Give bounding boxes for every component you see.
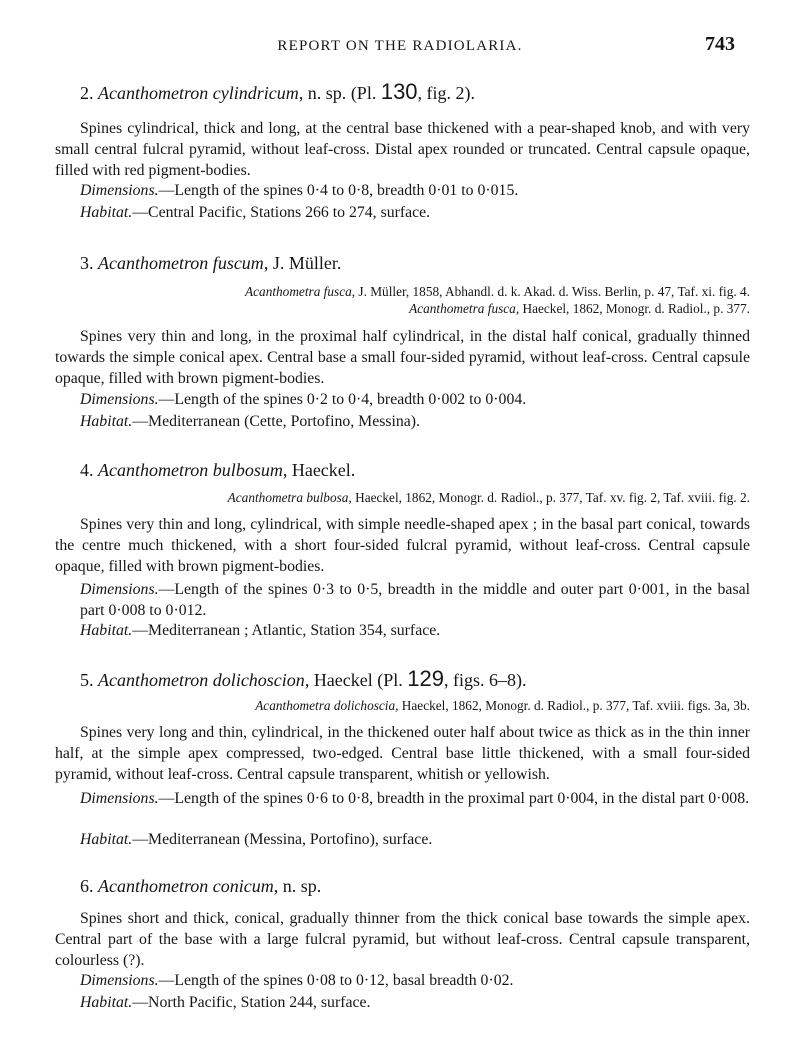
species-name: Acanthometron fuscum xyxy=(98,253,264,273)
dimensions-line xyxy=(80,972,750,990)
plate-ref-suffix: , figs. 6–8). xyxy=(444,670,527,690)
species-description: Spines short and thick, conical, gradually thinner from the thick conical base towards the simple apex. Central part of the base with a large fulcral pyramid, but without leaf-cross. Central capsule transparent, colourless (?). xyxy=(55,910,750,969)
dimensions-label: Dimensions. xyxy=(80,182,159,199)
species-author: , n. sp. xyxy=(298,83,347,103)
species-number: 3. xyxy=(80,253,94,273)
habitat-text: —North Pacific, Station 244, surface. xyxy=(132,994,371,1011)
plate-number: 129 xyxy=(407,666,445,691)
species-number: 4. xyxy=(80,460,94,480)
species-description: Spines very long and thin, cylindrical, in the thickened outer half about twice as thick as in the thin inner half, at the simple apex compressed, two-edged. Central base little thickened, with a small four-sided pyramid, without leaf-cross. Central capsule transparent, whitish or yellowish. xyxy=(55,724,750,783)
species-author: , Haeckel xyxy=(304,670,373,690)
synonym-line xyxy=(80,284,750,300)
dimensions-text: —Length of the spines 0·2 to 0·4, breadth 0·002 to 0·004. xyxy=(158,391,527,408)
dimensions-line xyxy=(80,391,750,409)
species-heading xyxy=(80,876,780,897)
synonym-ref: , Haeckel, 1862, Monogr. d. Radiol., p. 377. xyxy=(515,301,750,316)
species-heading xyxy=(80,666,780,692)
habitat-text: —Mediterranean ; Atlantic, Station 354, surface. xyxy=(132,622,441,639)
dimensions-label: Dimensions. xyxy=(80,391,159,408)
habitat-label: Habitat. xyxy=(80,622,133,639)
species-number: 6. xyxy=(80,876,94,896)
habitat-line xyxy=(80,622,750,640)
species-heading xyxy=(80,253,780,274)
species-name: Acanthometron conicum xyxy=(98,876,274,896)
species-name: Acanthometron dolichoscion xyxy=(98,670,305,690)
plate-number: 130 xyxy=(380,79,418,104)
species-description: Spines very thin and long, cylindrical, with simple needle-shaped apex ; in the basal part conical, towards the centre much thickened, with a short four-sided fulcral pyramid, without leaf-cross. Central capsule opaque, filled with brown pigment-bodies. xyxy=(55,516,750,575)
dimensions-line xyxy=(55,788,750,809)
dimensions-text: —Length of the spines 0·3 to 0·5, breadth in the middle and outer part 0·001, in the basal part 0·008 to 0·012. xyxy=(80,581,750,619)
species-heading xyxy=(80,460,780,481)
habitat-line xyxy=(80,413,750,431)
habitat-label: Habitat. xyxy=(80,994,133,1011)
dimensions-line xyxy=(55,579,750,621)
habitat-line xyxy=(80,994,750,1012)
habitat-text: —Mediterranean (Messina, Portofino), surface. xyxy=(132,831,433,848)
species-number: 5. xyxy=(80,670,94,690)
species-name: Acanthometron cylindricum xyxy=(98,83,299,103)
synonym-line xyxy=(80,698,750,714)
dimensions-text: —Length of the spines 0·08 to 0·12, basal breadth 0·02. xyxy=(158,972,514,989)
habitat-line xyxy=(80,204,750,222)
species-name: Acanthometron bulbosum xyxy=(98,460,283,480)
synonym-line xyxy=(80,301,750,317)
dimensions-label: Dimensions. xyxy=(80,581,159,598)
synonym-name: Acanthometra fusca xyxy=(409,301,516,316)
habitat-text: —Mediterranean (Cette, Portofino, Messina). xyxy=(132,413,421,430)
dimensions-label: Dimensions. xyxy=(80,790,159,807)
species-author: , n. sp. xyxy=(273,876,322,896)
plate-ref-suffix: , fig. 2). xyxy=(417,83,476,103)
species-author: , Haeckel. xyxy=(282,460,356,480)
synonym-ref: , Haeckel, 1862, Monogr. d. Radiol., p. 377, Taf. xv. fig. 2, Taf. xviii. fig. 2. xyxy=(348,490,750,505)
species-author: , J. Müller. xyxy=(263,253,342,273)
synonym-name: Acanthometra bulbosa xyxy=(227,490,349,505)
synonym-ref: , Haeckel, 1862, Monogr. d. Radiol., p. 377, Taf. xviii. figs. 3a, 3b. xyxy=(395,698,750,713)
dimensions-text: —Length of the spines 0·4 to 0·8, breadth 0·01 to 0·015. xyxy=(158,182,519,199)
species-description: Spines cylindrical, thick and long, at the central base thickened with a pear-shaped knob, and with very small central fulcral pyramid, without leaf-cross. Distal apex rounded or truncated. Central capsule opaque, filled with red pigment-bodies. xyxy=(55,120,750,179)
habitat-line xyxy=(80,831,750,849)
species-heading xyxy=(80,79,780,105)
species-description: Spines very thin and long, in the proximal half cylindrical, in the distal half conical, gradually thinned towards the simple conical apex. Central base a small four-sided pyramid, without leaf-cross. Central capsule opaque, filled with brown pigment-bodies. xyxy=(55,328,750,387)
page-number: 743 xyxy=(705,33,735,55)
dimensions-label: Dimensions. xyxy=(80,972,159,989)
species-number: 2. xyxy=(80,83,94,103)
habitat-text: —Central Pacific, Stations 266 to 274, surface. xyxy=(132,204,431,221)
synonym-name: Acanthometra fusca xyxy=(245,284,352,299)
habitat-label: Habitat. xyxy=(80,204,133,221)
habitat-label: Habitat. xyxy=(80,413,133,430)
synonym-name: Acanthometra dolichoscia xyxy=(255,698,396,713)
dimensions-line xyxy=(80,182,750,200)
synonym-line xyxy=(80,490,750,506)
synonym-ref: , J. Müller, 1858, Abhandl. d. k. Akad. d. Wiss. Berlin, p. 47, Taf. xi. fig. 4. xyxy=(351,284,750,299)
dimensions-text: —Length of the spines 0·6 to 0·8, breadth in the proximal part 0·004, in the distal part 0·008. xyxy=(158,790,750,807)
habitat-label: Habitat. xyxy=(80,831,133,848)
plate-ref-prefix: (Pl. xyxy=(346,83,381,103)
plate-ref-prefix: (Pl. xyxy=(372,670,408,690)
running-title: REPORT ON THE RADIOLARIA. xyxy=(277,38,523,54)
